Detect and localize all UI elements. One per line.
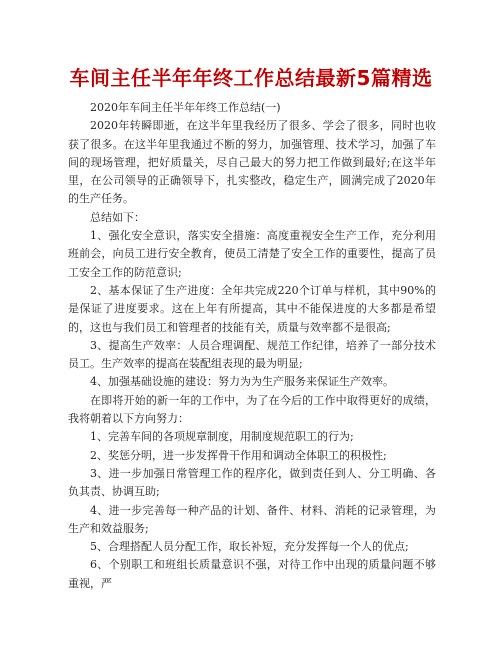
paragraph-plan-item: 3、进一步加强日常管理工作的程序化，做到责任到人、分工明确、各负其责、协调互助; bbox=[68, 466, 436, 499]
document-title: 车间主任半年年终工作总结最新5篇精选 bbox=[69, 66, 433, 90]
paragraph-plan-item: 5、合理搭配人员分配工作，取长补短，充分发挥每一个人的优点; bbox=[90, 540, 409, 554]
document-body bbox=[68, 99, 436, 593]
paragraph-plan-item: 4、进一步完善每一种产品的计划、备件、材料、消耗的记录管理，为生产和效益服务; bbox=[68, 503, 436, 535]
paragraph-item: 1、强化安全意识，落实安全措施：高度重视安全生产工作，充分利用班前会，向员工进行安全教育，使员工清楚了安全工作的重要性，提高了员工安全工作的防范意识; bbox=[68, 229, 436, 279]
paragraph-plan-item: 6、个别职工和班组长质量意识不强，对待工作中出现的质量问题不够重视，严 bbox=[68, 558, 436, 590]
paragraph-item: 2、基本保证了生产进度：全年共完成220个订单与样机，其中90%的是保证了进度要求。这在上年有所提高，其中不能保进度的大多都是希望的，这也与我们员工和管理者的技能有关，质量与效率都不是很高; bbox=[68, 283, 436, 334]
paragraph-plan-item: 1、完善车间的各项规章制度，用制度规范职工的行为; bbox=[90, 430, 354, 444]
paragraph-plan-intro: 在即将开始的新一年的工作中，为了在今后的工作中取得更好的成绩，我将朝着以下方向努力： bbox=[68, 393, 436, 426]
paragraph-summary-heading: 总结如下： bbox=[90, 210, 145, 224]
paragraph-item: 3、提高生产效率：人员合理调配、规范工作纪律，培养了一部分技术员工。生产效率的提高在装配组表现的最为明显; bbox=[68, 338, 436, 371]
paragraph-plan-item: 2、奖惩分明，进一步发挥骨干作用和调动全体职工的积极性; bbox=[90, 448, 387, 462]
paragraph-intro: 2020年转瞬即逝，在这半年里我经历了很多、学会了很多，同时也收获了很多。在这半年里我通过不断的努力，加强管理、技术学习，加强了车间的现场管理，把好质量关，尽自己最大的努力把工作做到最好;在这半年里，在公司领导的正确领导下，扎实整改，稳定生产，圆满完成了2020年的生产任务。 bbox=[68, 119, 436, 206]
paragraph-item: 4、加强基础设施的建设：努力为为生产服务来保证生产效率。 bbox=[90, 375, 394, 389]
paragraph-subtitle: 2020年车间主任半年年终工作总结(一) bbox=[90, 101, 281, 114]
